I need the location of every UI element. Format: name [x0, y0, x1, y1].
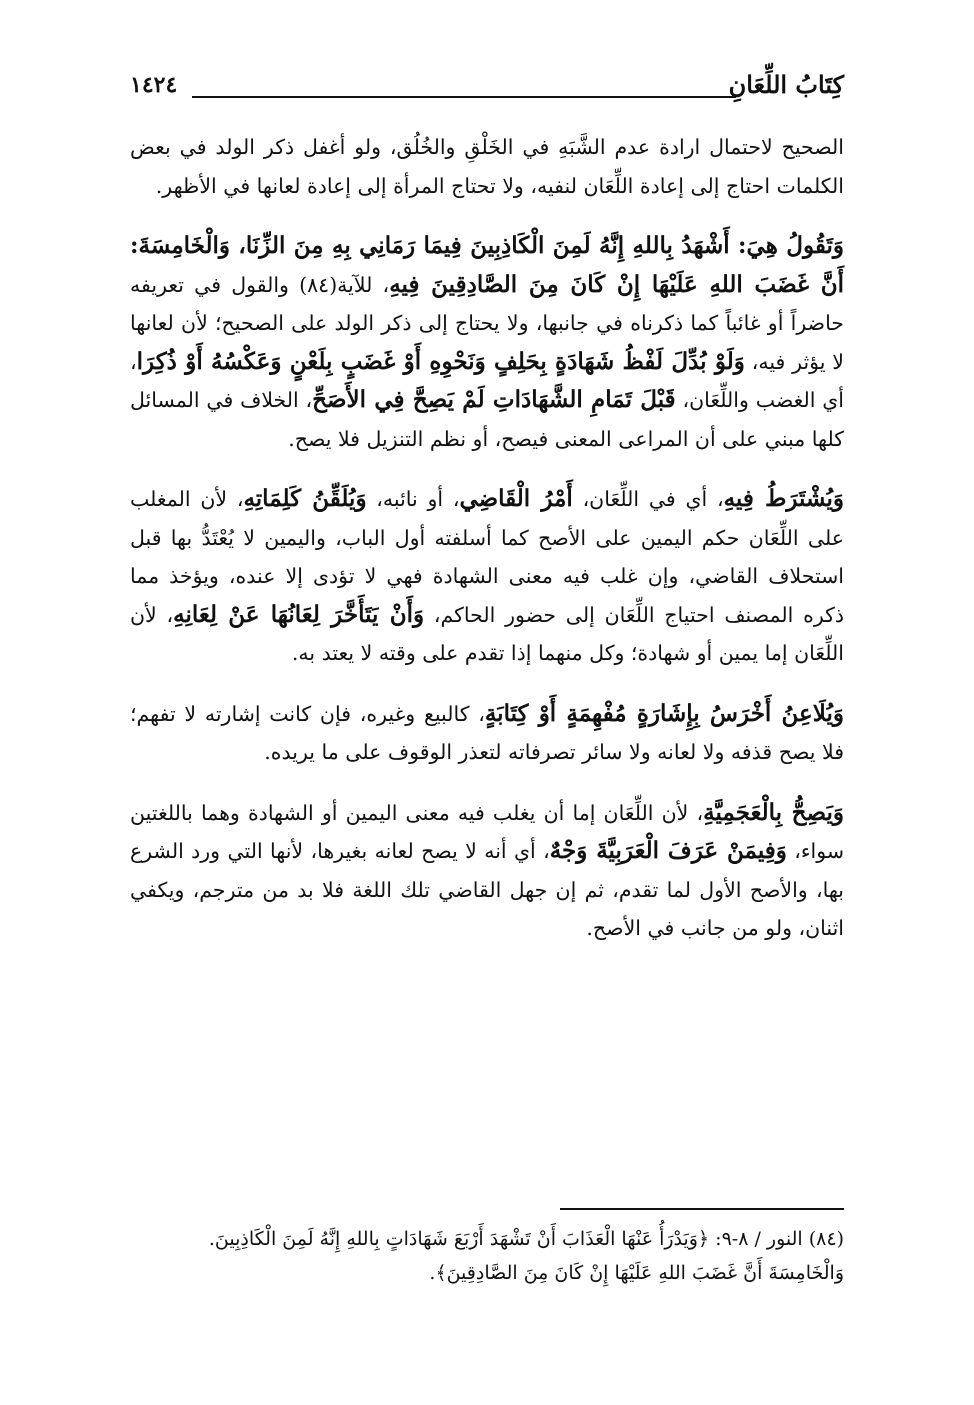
paragraph — [130, 480, 844, 673]
book-title: كِتَابُ اللِّعَانِ — [728, 70, 844, 99]
paragraph — [130, 794, 844, 948]
matn-text: وَيَصِحُّ بِالْعَجَمِيَّةِ — [703, 798, 844, 826]
paragraph — [130, 128, 844, 205]
matn-text: وَتَقُولُ هِيَ: أَشْهَدُ بِاللهِ إِنَّهُ لَمِنَ الْكَاذِبِينَ فِيمَا رَمَانِي بِهِ مِنَ الزِّنَا، وَالْخَامِسَةَ: أَنَّ غَضَبَ اللهِ عَلَيْهَا إِنْ كَانَ مِنَ الصَّادِقِينَ فِيهِ — [130, 232, 845, 298]
footnote-separator — [560, 1208, 844, 1210]
paragraph — [130, 227, 844, 458]
page-body — [130, 128, 844, 970]
matn-text: أَمْرُ الْقَاضِي — [459, 485, 573, 512]
page-number: ١٤٢٤ — [130, 72, 178, 98]
matn-text: وَأَنْ يَتَأَخَّرَ لِعَانُهَا عَنْ لِعَانِهِ — [173, 600, 425, 628]
commentary-text: ، لأن اللِّعَان إما يمين أو شهادة؛ وكل منهما إذا تقدم على وقته لا يعتد به. — [130, 602, 844, 665]
commentary-text: ، لأن المغلب على اللِّعَان حكم اليمين على الأصح كما أسلفته أول الباب، واليمين لا يُعْتَدُّ بها قبل استحلاف القاضي، وإن غلب فيه معنى الشهادة فهي لا تؤدى إلا عنده، ويؤخذ مما ذكره المصنف احتياج اللِّعَان إلى حضور الحاكم، — [130, 487, 845, 627]
matn-text: وَيُشْتَرَطُ فِيهِ — [723, 485, 845, 512]
footnote-line: (٨٤) النور / ٨-٩: ﴿وَيَدْرَأُ عَنْهَا الْعَذَابَ أَنْ تَشْهَدَ أَرْبَعَ شَهَادَاتٍ بِاللهِ إِنَّهُ لَمِنَ الْكَاذِبِينَ. — [208, 1228, 844, 1250]
matn-text: قَبْلَ تَمَامِ الشَّهَادَاتِ لَمْ يَصِحَّ فِي الأَصَحِّ — [312, 386, 676, 413]
footnote-line: وَالْخَامِسَةَ أَنَّ غَضَبَ اللهِ عَلَيْهَا إِنْ كَانَ مِنَ الصَّادِقِينَ﴾. — [429, 1262, 844, 1284]
commentary-text: ، كالبيع وغيره، فإن كانت إشارته لا تفهم؛ فلا يصح قذفه ولا لعانه ولا سائر تصرفاته لتعذر الوقوف على ما يريده. — [130, 701, 844, 764]
commentary-text: ، أي أنه لا يصح لعانه بغيرها، لأنها التي ورد الشرع بها، والأصح الأول لما تقدم، ثم إن جهل القاضي تلك اللغة فلا بد من مترجم، ويكفي اثنان، ولو من جانب في الأصح. — [130, 839, 844, 940]
commentary-text: ، أو نائبه، — [366, 487, 460, 511]
matn-text: وَلَوْ بُدِّلَ لَفْظُ شَهَادَةٍ بِحَلِفٍ وَنَحْوِهِ أَوْ غَضَبٍ بِلَعْنٍ وَعَكْسُهُ أَوْ ذُكِرَا — [136, 347, 745, 375]
page-header — [130, 70, 844, 106]
header-rule — [192, 96, 736, 98]
matn-text: وَيُلَقِّنُ كَلِمَاتِهِ — [243, 485, 367, 512]
commentary-text: ، أي الغضب واللِّعَان، — [130, 349, 844, 412]
paragraph — [130, 695, 844, 772]
matn-text: وَيُلَاعِنُ أَخْرَسُ بِإِشَارَةٍ مُفْهِمَةٍ أَوْ كِتَابَةٍ — [484, 699, 844, 727]
commentary-text: ، أي في اللِّعَان، — [572, 487, 724, 511]
commentary-text: الصحيح لاحتمال ارادة عدم الشَّبَهِ في الخَلْقِ والخُلُق، ولو أغفل ذكر الولد في بعض الكلمات احتاج إلى إعادة اللِّعَان لنفيه، ولا تحتاج المرأة إلى إعادة لعانها في الأظهر. — [130, 135, 844, 198]
matn-text: وَفِيمَنْ عَرَفَ الْعَرَبِيَّةَ وَجْهٌ — [549, 837, 787, 864]
commentary-text: ، للآية(٨٤) والقول في تعريفه حاضراً أو غائباً كما ذكرناه في جانبها، ولا يحتاج إلى ذكر الولد على الصحيح؛ لأن لعانها لا يؤثر فيه، — [130, 272, 844, 374]
commentary-text: ، الخلاف في المسائل كلها مبني على أن المراعى المعنى فيصح، أو نظم التنزيل فلا يصح. — [130, 388, 844, 451]
footnote — [130, 1222, 844, 1290]
commentary-text: ، لأن اللِّعَان إما أن يغلب فيه معنى اليمين أو الشهادة وهما باللغتين سواء، — [130, 800, 844, 863]
